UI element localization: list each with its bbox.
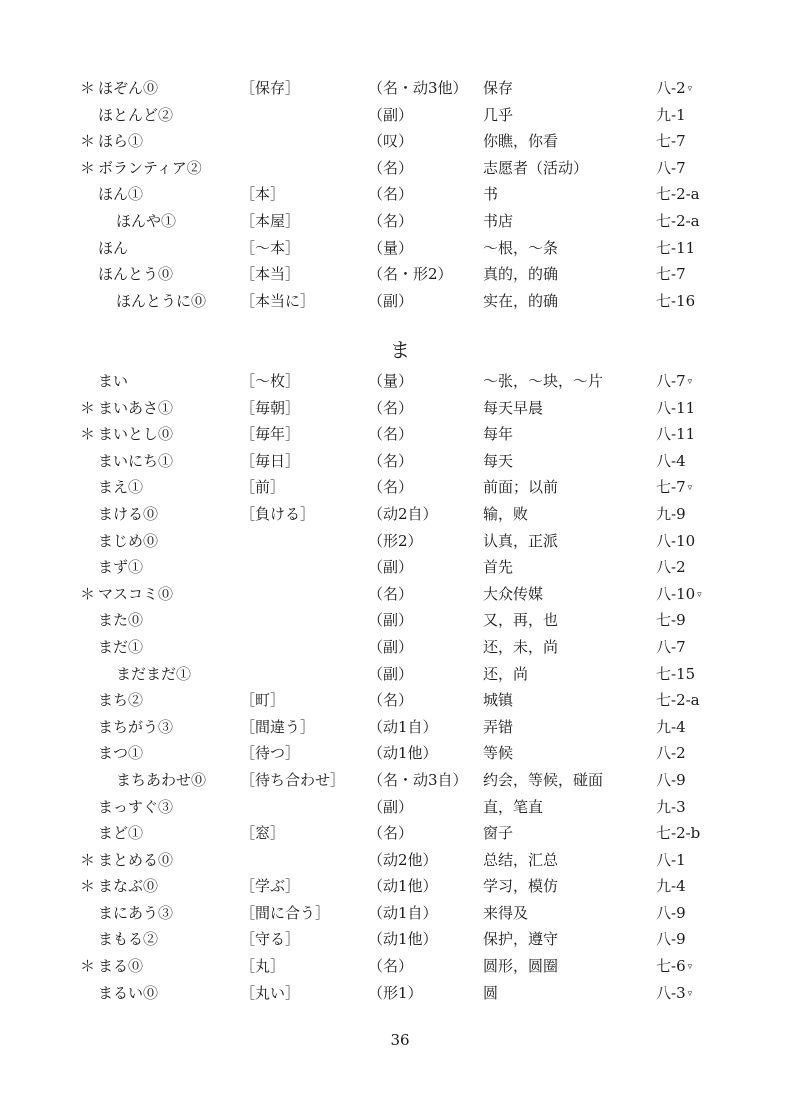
entry-part-of-speech: （副） <box>368 637 414 656</box>
entry-reading: まちがう③ <box>98 717 174 736</box>
entry-reading: まにあう③ <box>98 903 174 922</box>
entry-meaning: 志愿者（活动） <box>483 158 589 177</box>
entry-meaning: 输，败 <box>483 504 529 523</box>
entry-lesson-ref-text: 七-2-b <box>656 824 701 843</box>
entry-lesson-ref-text: 八-10 <box>656 531 696 550</box>
entry-star-mark: ＊ <box>80 425 96 444</box>
entry-reading: ボランティア② <box>98 158 202 177</box>
entry-kanji: ［間に合う］ <box>240 903 331 922</box>
entry-kanji: ［待つ］ <box>240 744 301 763</box>
entry-meaning: 每天早晨 <box>483 398 544 417</box>
entry-lesson-ref <box>656 661 697 691</box>
entry-kanji: ［負ける］ <box>240 504 316 523</box>
entry-lesson-ref <box>656 554 688 584</box>
entry-part-of-speech: （副） <box>368 664 414 683</box>
entry-lesson-ref-text: 八-4 <box>656 451 686 470</box>
entry-meaning: 城镇 <box>483 691 514 710</box>
entry-kanji: ［本］ <box>240 185 286 204</box>
entry-kanji: ［～枚］ <box>240 372 301 390</box>
entry-kanji: ［本屋］ <box>240 211 301 230</box>
entry-meaning: 圆形，圆圈 <box>483 957 559 976</box>
entry-reading: まだ① <box>98 637 144 656</box>
entry-part-of-speech: （量） <box>368 372 414 390</box>
entry-meaning: 几乎 <box>483 105 514 124</box>
entry-lesson-ref-text: 七-7 <box>656 265 686 284</box>
entry-meaning: 你瞧，你看 <box>483 132 559 151</box>
entry-meaning: 窗子 <box>483 824 514 843</box>
entry-lesson-ref <box>656 740 688 770</box>
entry-row <box>0 102 800 129</box>
entry-lesson-ref-text: 八-2 <box>656 744 686 763</box>
entry-meaning: 约会，等候，碰面 <box>483 770 604 789</box>
entry-part-of-speech: （名・动3他） <box>368 79 468 97</box>
entry-lesson-ref <box>656 687 702 717</box>
entry-lesson-ref <box>656 794 688 824</box>
entry-lesson-ref <box>656 900 688 930</box>
entry-lesson-ref-text: 七-2-a <box>656 185 700 204</box>
entry-part-of-speech: （名） <box>368 957 414 976</box>
entry-part-of-speech: （副） <box>368 558 414 577</box>
entry-lesson-ref-text: 九-3 <box>656 797 686 816</box>
entry-meaning: 学习，模仿 <box>483 877 559 896</box>
entry-lesson-ref <box>656 368 692 398</box>
entry-row <box>0 607 800 634</box>
entry-row <box>0 767 800 794</box>
entry-lesson-ref-text: 七-2-a <box>656 691 700 710</box>
entry-lesson-ref <box>656 501 688 531</box>
entry-kanji: ［守る］ <box>240 930 301 949</box>
entry-part-of-speech: （名） <box>368 824 414 843</box>
entry-row <box>0 235 800 262</box>
entry-part-of-speech: （动2他） <box>368 850 438 869</box>
entry-reading: また⓪ <box>98 611 144 630</box>
entry-meaning: 真的，的确 <box>483 265 559 284</box>
entry-meaning: 圆 <box>483 983 499 1002</box>
entry-meaning: 大众传媒 <box>483 584 544 603</box>
entry-meaning: 又，再，也 <box>483 611 559 630</box>
entry-kanji: ［前］ <box>240 478 286 497</box>
triangle-mark-icon: ▿ <box>687 377 693 387</box>
entry-lesson-ref <box>656 634 688 664</box>
entry-part-of-speech: （副） <box>368 291 414 310</box>
entry-reading: まいとし⓪ <box>98 425 174 444</box>
entry-reading: まつ① <box>98 744 144 763</box>
entry-lesson-ref <box>656 607 688 637</box>
entry-meaning: 总结，汇总 <box>483 850 559 869</box>
entry-lesson-ref <box>656 980 692 1010</box>
entry-reading: まちあわせ⓪ <box>116 770 207 789</box>
entry-row <box>0 714 800 741</box>
entry-reading: まい <box>98 372 129 390</box>
entry-part-of-speech: （动1自） <box>368 903 438 922</box>
entry-lesson-ref <box>656 288 697 318</box>
entry-reading: まなぶ⓪ <box>98 877 159 896</box>
entry-row <box>0 740 800 767</box>
entry-reading: まじめ⓪ <box>98 531 159 550</box>
entry-kanji: ［毎年］ <box>240 425 301 444</box>
entry-part-of-speech: （动2自） <box>368 504 438 523</box>
entry-meaning: 书店 <box>483 211 514 230</box>
entry-lesson-ref-text: 八-3 <box>656 983 686 1002</box>
entry-lesson-ref <box>656 75 692 105</box>
entry-part-of-speech: （名） <box>368 691 414 710</box>
entry-kanji: ［窓］ <box>240 824 286 843</box>
section-heading-ma: ま <box>390 338 410 362</box>
entry-lesson-ref <box>656 873 688 903</box>
entry-row <box>0 368 800 395</box>
entry-meaning: 还，尚 <box>483 664 529 683</box>
entry-star-mark: ＊ <box>80 132 96 151</box>
entry-part-of-speech: （名） <box>368 398 414 417</box>
entry-meaning: ～张，～块，～片 <box>483 372 604 390</box>
entry-lesson-ref-text: 九-4 <box>656 877 686 896</box>
entry-row <box>0 926 800 953</box>
entry-kanji: ［町］ <box>240 691 286 710</box>
entry-star-mark: ＊ <box>80 398 96 417</box>
entry-lesson-ref-text: 七-7 <box>656 478 686 497</box>
entry-star-mark: ＊ <box>80 957 96 976</box>
entry-reading: ほとんど② <box>98 105 174 124</box>
entry-reading: まっすぐ③ <box>98 797 174 816</box>
entry-part-of-speech: （量） <box>368 238 414 257</box>
section-ma-entries <box>0 368 800 1006</box>
entry-reading: まず① <box>98 558 144 577</box>
entry-row <box>0 900 800 927</box>
entry-part-of-speech: （名） <box>368 451 414 470</box>
entry-lesson-ref-text: 七-6 <box>656 957 686 976</box>
triangle-mark-icon: ▿ <box>687 483 693 494</box>
entry-meaning: 首先 <box>483 558 514 577</box>
entry-part-of-speech: （动1他） <box>368 877 438 896</box>
entry-row <box>0 75 800 102</box>
entry-reading: ほん <box>98 238 129 257</box>
entry-lesson-ref <box>656 395 697 425</box>
entry-lesson-ref <box>656 474 692 504</box>
entry-row <box>0 128 800 155</box>
entry-lesson-ref <box>656 155 688 185</box>
page-number: 36 <box>390 1031 410 1049</box>
entry-reading: まける⓪ <box>98 504 159 523</box>
entry-part-of-speech: （名） <box>368 211 414 230</box>
entry-lesson-ref-text: 八-9 <box>656 770 686 789</box>
entry-part-of-speech: （副） <box>368 797 414 816</box>
entry-part-of-speech: （副） <box>368 611 414 630</box>
entry-lesson-ref-text: 八-9 <box>656 903 686 922</box>
entry-lesson-ref-text: 八-7 <box>656 637 686 656</box>
entry-row <box>0 581 800 608</box>
entry-kanji: ［保存］ <box>240 79 301 97</box>
entry-kanji: ［毎朝］ <box>240 398 301 417</box>
entry-meaning: 还，未，尚 <box>483 637 559 656</box>
entry-lesson-ref-text: 八-7 <box>656 158 686 177</box>
entry-row <box>0 261 800 288</box>
entry-lesson-ref <box>656 181 702 211</box>
entry-lesson-ref <box>656 926 688 956</box>
entry-meaning: 前面；以前 <box>483 478 559 497</box>
entry-meaning: 实在，的确 <box>483 291 559 310</box>
entry-star-mark: ＊ <box>80 158 96 177</box>
entry-part-of-speech: （名） <box>368 185 414 204</box>
entry-lesson-ref <box>656 847 688 877</box>
entry-row <box>0 661 800 688</box>
entry-star-mark: ＊ <box>80 850 96 869</box>
entry-row <box>0 395 800 422</box>
triangle-mark-icon: ▿ <box>697 589 702 600</box>
entry-meaning: 认真，正派 <box>483 531 559 550</box>
entry-part-of-speech: （名） <box>368 425 414 444</box>
entry-reading: まだまだ① <box>116 664 192 683</box>
entry-part-of-speech: （名） <box>368 478 414 497</box>
entry-part-of-speech: （动1他） <box>368 930 438 949</box>
entry-lesson-ref-text: 九-9 <box>656 504 686 523</box>
entry-part-of-speech: （形2） <box>368 531 423 550</box>
entry-row <box>0 208 800 235</box>
entry-meaning: 每年 <box>483 425 514 444</box>
entry-lesson-ref <box>656 128 688 158</box>
entry-reading: まえ① <box>98 478 144 497</box>
entry-reading: まる⓪ <box>98 957 144 976</box>
entry-lesson-ref-text: 七-7 <box>656 132 686 151</box>
entry-lesson-ref-text: 九-4 <box>656 717 686 736</box>
entry-row <box>0 980 800 1007</box>
entry-row <box>0 448 800 475</box>
entry-part-of-speech: （叹） <box>368 132 414 151</box>
entry-reading: まもる② <box>98 930 159 949</box>
entry-lesson-ref-text: 八-7 <box>656 372 686 390</box>
entry-lesson-ref <box>656 235 697 265</box>
entry-row <box>0 634 800 661</box>
entry-kanji: ［本当に］ <box>240 291 316 310</box>
entry-lesson-ref <box>656 767 688 797</box>
entry-lesson-ref-text: 八-10 <box>656 584 696 603</box>
entry-reading: まど① <box>98 824 144 843</box>
entry-reading: まち② <box>98 691 144 710</box>
entry-meaning: ～根，～条 <box>483 238 559 257</box>
entry-lesson-ref <box>656 953 692 983</box>
entry-lesson-ref <box>656 261 688 291</box>
entry-lesson-ref-text: 七-16 <box>656 291 696 310</box>
entry-part-of-speech: （名） <box>368 584 414 603</box>
entry-row <box>0 501 800 528</box>
entry-meaning: 每天 <box>483 451 514 470</box>
entry-lesson-ref-text: 九-1 <box>656 105 686 124</box>
entry-lesson-ref-text: 七-2-a <box>656 211 700 230</box>
entry-lesson-ref-text: 八-11 <box>656 398 696 417</box>
entry-row <box>0 155 800 182</box>
entry-part-of-speech: （动1自） <box>368 717 438 736</box>
entry-row <box>0 794 800 821</box>
entry-kanji: ［丸］ <box>240 957 286 976</box>
entry-meaning: 直，笔直 <box>483 797 544 816</box>
entry-meaning: 弄错 <box>483 717 514 736</box>
entry-row <box>0 873 800 900</box>
entry-kanji: ［待ち合わせ］ <box>240 770 346 789</box>
entry-meaning: 等候 <box>483 744 514 763</box>
entry-part-of-speech: （副） <box>368 105 414 124</box>
entry-lesson-ref <box>656 528 697 558</box>
entry-meaning: 保存 <box>483 79 514 97</box>
entry-row <box>0 554 800 581</box>
entry-row <box>0 847 800 874</box>
entry-lesson-ref-text: 八-9 <box>656 930 686 949</box>
entry-row <box>0 820 800 847</box>
entry-reading: まいにち① <box>98 451 174 470</box>
entry-lesson-ref <box>656 714 688 744</box>
entry-kanji: ［間違う］ <box>240 717 316 736</box>
entry-reading: ほら① <box>98 132 144 151</box>
triangle-mark-icon: ▿ <box>687 84 693 94</box>
entry-meaning: 书 <box>483 185 499 204</box>
entry-row <box>0 953 800 980</box>
entry-lesson-ref-text: 八-2 <box>656 558 686 577</box>
entry-lesson-ref <box>656 820 702 850</box>
entry-star-mark: ＊ <box>80 584 96 603</box>
entry-lesson-ref-text: 七-15 <box>656 664 696 683</box>
entry-lesson-ref-text: 七-9 <box>656 611 686 630</box>
triangle-mark-icon: ▿ <box>687 962 693 973</box>
entry-row <box>0 528 800 555</box>
entry-kanji: ［学ぶ］ <box>240 877 301 896</box>
entry-part-of-speech: （形1） <box>368 983 423 1002</box>
entry-reading: ほぞん⓪ <box>98 79 159 97</box>
entry-kanji: ［毎日］ <box>240 451 301 470</box>
entry-row <box>0 421 800 448</box>
entry-lesson-ref <box>656 421 697 451</box>
entry-meaning: 来得及 <box>483 903 529 922</box>
entry-reading: マスコミ⓪ <box>98 584 174 603</box>
entry-lesson-ref-text: 八-11 <box>656 425 696 444</box>
entry-star-mark: ＊ <box>80 79 96 97</box>
entry-star-mark: ＊ <box>80 877 96 896</box>
entry-part-of-speech: （动1他） <box>368 744 438 763</box>
entry-meaning: 保护，遵守 <box>483 930 559 949</box>
entry-part-of-speech: （名・形2） <box>368 265 453 284</box>
entry-reading: まとめる⓪ <box>98 850 174 869</box>
entry-row <box>0 474 800 501</box>
entry-lesson-ref-text: 八-1 <box>656 850 686 869</box>
entry-lesson-ref <box>656 102 688 132</box>
entry-row <box>0 288 800 315</box>
section-ho-entries <box>0 75 800 314</box>
entry-part-of-speech: （名・动3自） <box>368 770 468 789</box>
entry-row <box>0 687 800 714</box>
entry-lesson-ref <box>656 448 688 478</box>
entry-lesson-ref <box>656 208 702 238</box>
entry-lesson-ref <box>656 581 702 611</box>
entry-kanji: ［丸い］ <box>240 983 301 1002</box>
entry-part-of-speech: （名） <box>368 158 414 177</box>
entry-reading: ほんや① <box>116 211 177 230</box>
entry-row <box>0 181 800 208</box>
entry-reading: ほんとう⓪ <box>98 265 174 284</box>
entry-reading: ほん① <box>98 185 144 204</box>
entry-lesson-ref-text: 八-2 <box>656 79 686 97</box>
entry-lesson-ref-text: 七-11 <box>656 238 696 257</box>
triangle-mark-icon: ▿ <box>687 988 693 999</box>
entry-kanji: ［本当］ <box>240 265 301 284</box>
entry-reading: まいあさ① <box>98 398 174 417</box>
entry-reading: まるい⓪ <box>98 983 159 1002</box>
entry-reading: ほんとうに⓪ <box>116 291 207 310</box>
entry-kanji: ［～本］ <box>240 238 301 257</box>
